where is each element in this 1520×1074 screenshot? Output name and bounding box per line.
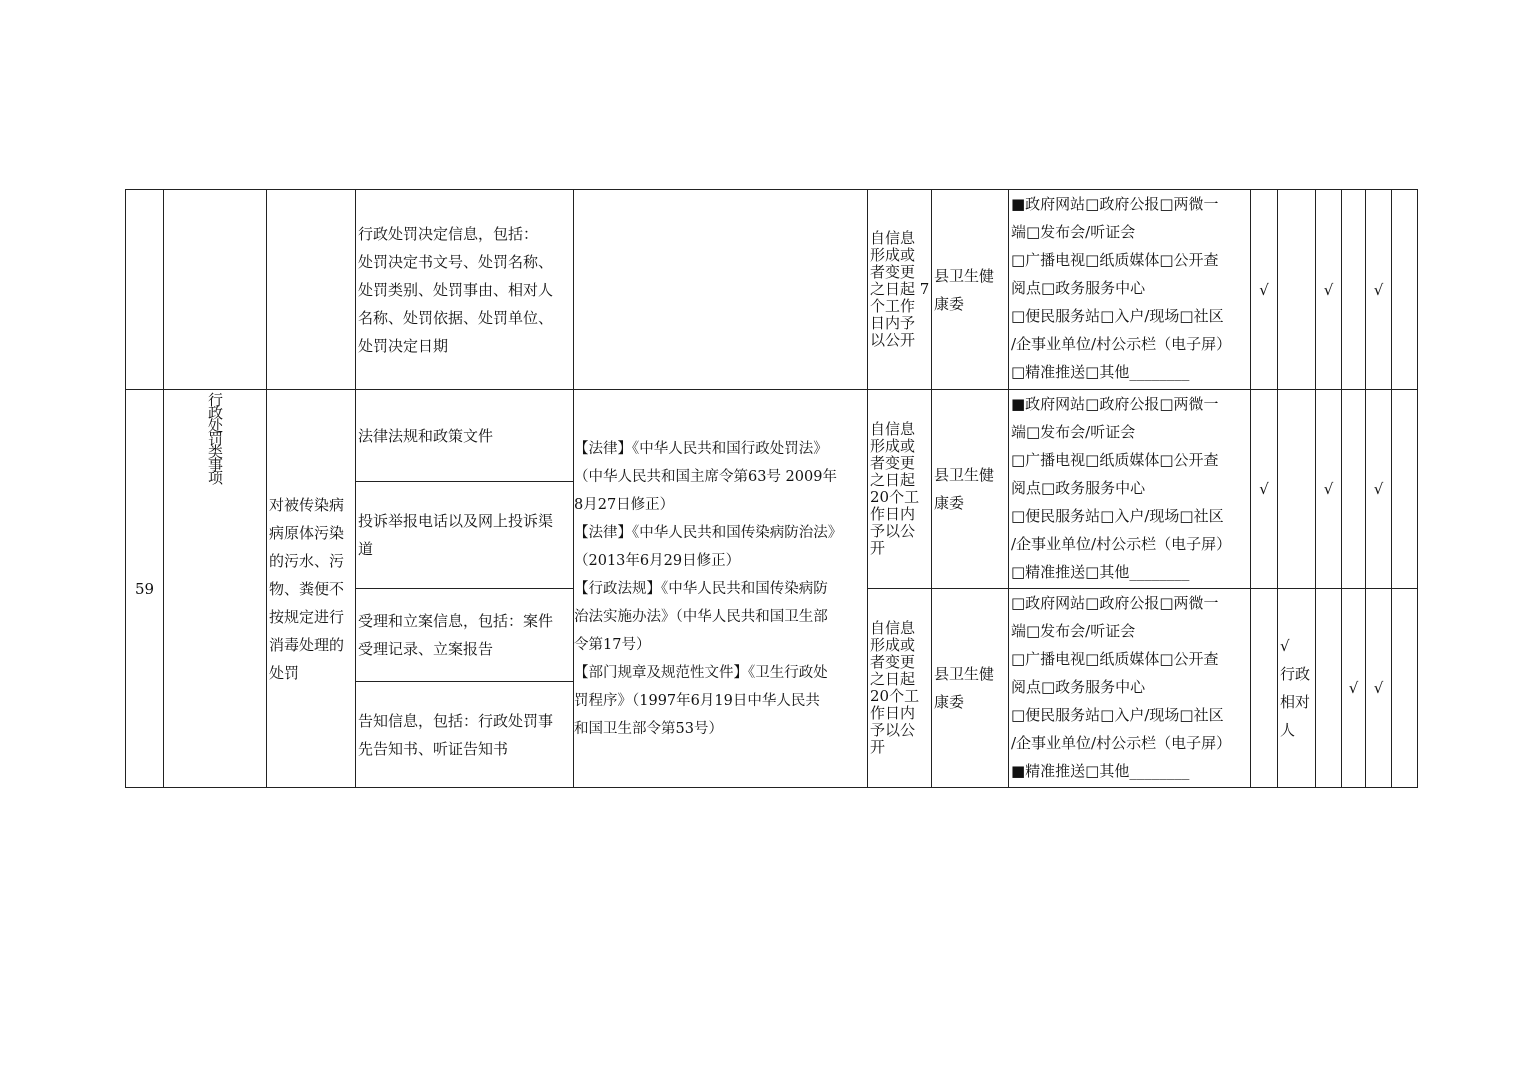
cell-channels-59b — [1008, 588, 1251, 788]
cell-check3-59a — [1315, 389, 1342, 589]
cell-agency-59a — [931, 389, 1009, 589]
cell-content-59-3 — [355, 588, 574, 682]
cell-content-59-1 — [355, 389, 574, 482]
cell-basis-prev — [573, 189, 868, 390]
row-number: 59 — [134, 579, 155, 598]
cell-channels-59a — [1008, 389, 1251, 589]
check-mark: √ — [1373, 280, 1384, 299]
content-text-59-2: 投诉举报电话以及网上投诉渠 道 — [358, 512, 554, 558]
deadline-text-59b: 自信息 形成或 者变更 之日起 20个工 作日内 予以公 开 — [870, 619, 920, 756]
cell-number-prev — [125, 189, 164, 390]
check-mark: √ — [1348, 679, 1359, 697]
cell-content-59-2 — [355, 481, 574, 589]
check-mark: √ — [1259, 280, 1269, 299]
content-text-59-3: 受理和立案信息，包括：案件 受理记录、立案报告 — [358, 612, 554, 658]
cell-agency-59b — [931, 588, 1009, 788]
cell-agency-prev — [931, 189, 1009, 390]
cell-channels-prev — [1008, 189, 1251, 390]
channels-text-59a: ■政府网站□政府公报□两微一 端□发布会/听证会 □广播电视□纸质媒体□公开查 阅点□政务服务中心 □便民服务站□入户/现场□社区 /企事业单位/村公示栏（电子屏） □精准推送□其他________ — [1011, 395, 1232, 581]
cell-category-prev — [163, 189, 267, 390]
agency-text-59a: 县卫生健 康委 — [934, 466, 995, 512]
check-mark: √ — [1323, 480, 1334, 498]
cell-category-59 — [163, 389, 267, 788]
basis-text: 【法律】《中华人民共和国行政处罚法》 （中华人民共和国主席令第63号 2009年 8月27日修正） 【法律】《中华人民共和国传染病防治法》 （2013年6月29日修正） 【行政法规】《中华人民共和国传染病防 治法实施办法》（中华人民共和国卫生部 令第17号） 【部门规章及规范性文件】《卫生行政处 罚程序》（1997年6月19日中华人民共 和国卫生部令第53号） — [574, 440, 843, 737]
cell-check5-prev — [1365, 189, 1392, 390]
cell-number-59 — [125, 389, 164, 788]
agency-text-59b: 县卫生健 康委 — [934, 665, 995, 711]
deadline-text-59a: 自信息 形成或 者变更 之日起 20个工 作日内 予以公 开 — [870, 420, 920, 557]
cell-check2-59a — [1277, 389, 1316, 589]
cell-check4-prev — [1341, 189, 1366, 390]
cell-check5-59a — [1365, 389, 1392, 589]
check-mark: √ — [1373, 480, 1384, 498]
cell-check5-59b — [1365, 588, 1392, 788]
item-name-text: 对被传染病 病原体污染 的污水、污 物、粪便不 按规定进行 消毒处理的 处罚 — [269, 495, 345, 682]
cell-check1-prev — [1250, 189, 1278, 390]
cell-item-prev — [266, 189, 356, 390]
cell-deadline-prev — [867, 189, 932, 390]
check-mark: √ — [1373, 679, 1384, 697]
category-text: 行政处罚类事项 — [206, 392, 224, 483]
cell-check4-59b — [1341, 588, 1366, 788]
cell-check1-59b — [1250, 588, 1278, 788]
deadline-text-prev: 自信息 形成或 者变更 之日起 7 个工作 日内予 以公开 — [870, 229, 930, 349]
check-mark: √ — [1323, 280, 1334, 299]
cell-check3-prev — [1315, 189, 1342, 390]
cell-check4-59a — [1341, 389, 1366, 589]
check-mark-with-note: √ 行政 相对 人 — [1280, 637, 1311, 739]
cell-check3-59b — [1315, 588, 1342, 788]
cell-extra-59a — [1391, 389, 1418, 589]
cell-check1-59a — [1250, 389, 1278, 589]
cell-check2-59b — [1277, 588, 1316, 788]
content-text-59-4: 告知信息，包括：行政处罚事 先告知书、听证告知书 — [358, 711, 554, 758]
check-mark: √ — [1259, 480, 1269, 498]
cell-item-59 — [266, 389, 356, 788]
cell-extra-prev — [1391, 189, 1418, 390]
content-text-59-1: 法律法规和政策文件 — [358, 426, 494, 445]
cell-content-prev — [355, 189, 574, 390]
cell-deadline-59a — [867, 389, 932, 589]
cell-deadline-59b — [867, 588, 932, 788]
agency-text-prev: 县卫生健 康委 — [934, 266, 995, 313]
content-text-prev: 行政处罚决定信息，包括： 处罚决定书文号、处罚名称、 处罚类别、处罚事由、相对人 名称、处罚依据、处罚单位、 处罚决定日期 — [358, 224, 554, 355]
channels-text-59b: □政府网站□政府公报□两微一 端□发布会/听证会 □广播电视□纸质媒体□公开查 阅点□政务服务中心 □便民服务站□入户/现场□社区 /企事业单位/村公示栏（电子屏） ■精准推送□其他________ — [1011, 594, 1232, 780]
channels-text-prev: ■政府网站□政府公报□两微一 端□发布会/听证会 □广播电视□纸质媒体□公开查 阅点□政务服务中心 □便民服务站□入户/现场□社区 /企事业单位/村公示栏（电子屏） □精准推送□其他________ — [1011, 195, 1232, 381]
cell-extra-59b — [1391, 588, 1418, 788]
cell-basis-59 — [573, 389, 868, 788]
cell-content-59-4 — [355, 681, 574, 788]
cell-check2-prev — [1277, 189, 1316, 390]
